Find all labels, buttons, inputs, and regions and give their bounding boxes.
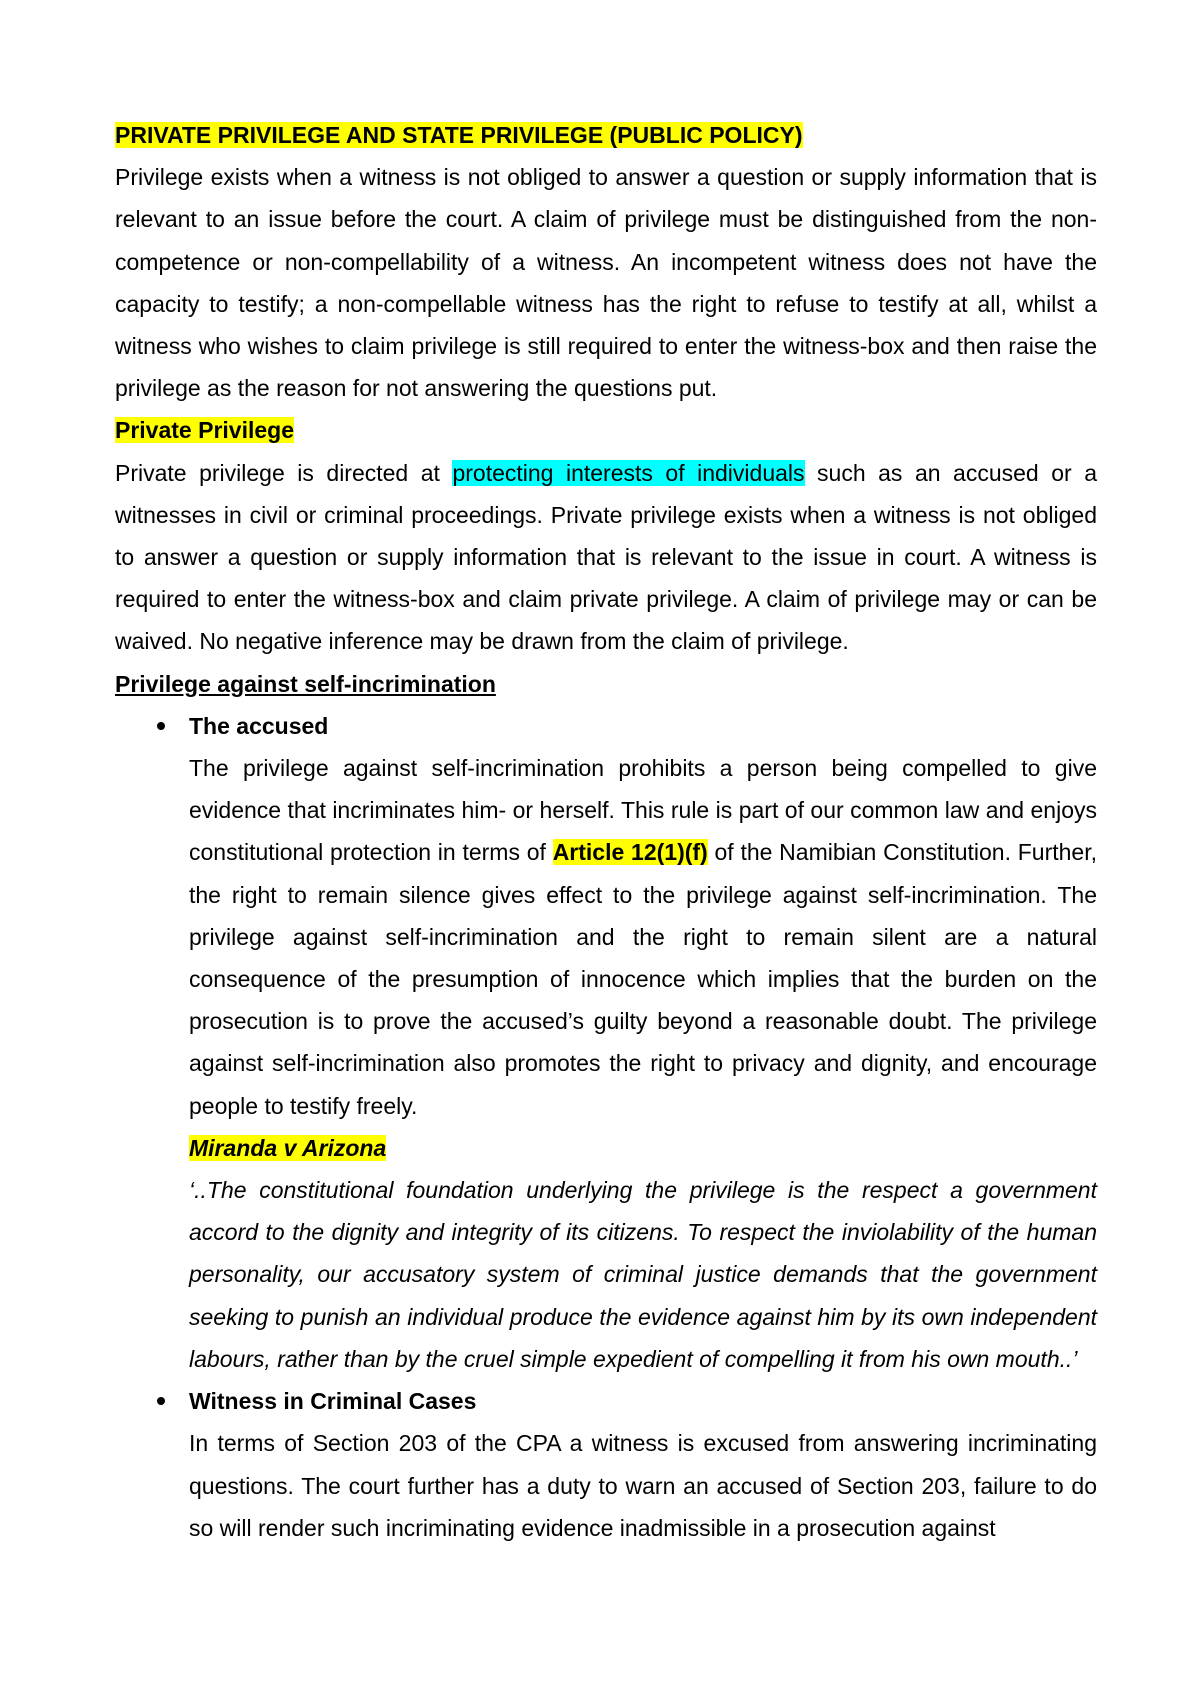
intro-paragraph: Privilege exists when a witness is not obliged to answer a question or supply information that is relevant to an issue before the court. A claim of privilege must be distinguished from the non-competence or non-compellability of a witness. An incompetent witness does not have the capacity to testify; a non-compellable witness has the right to refuse to testify at all, whilst a witness who wishes to claim privilege is still required to enter the witness-box and then raise the privilege as the reason for not answering the questions put. xyxy=(115,164,1097,402)
private-privilege-paragraph xyxy=(115,452,1097,663)
private-privilege-text-after: such as an accused or a witnesses in civil or criminal proceedings. Private privilege exists when a witness is not obliged to answer a question or supply information that is relevant to the issue in court. A witness is required to enter the witness-box and claim private privilege. A claim of privilege may or can be waived. No negative inference may be drawn from the claim of privilege. xyxy=(115,459,1097,655)
private-privilege-heading-text: Private Privilege xyxy=(115,417,294,444)
case-quote: ‘..The constitutional foundation underlying the privilege is the respect a government accord to the dignity and integrity of its citizens. To respect the inviolability of the human personality, our accusatory system of criminal justice demands that the government seeking to punish an individual produce the evidence against him by its own independent labours, rather than by the cruel simple expedient of compelling it from his own mouth..’ xyxy=(189,1177,1097,1372)
self-incrimination-heading-text: Privilege against self-incrimination xyxy=(115,670,496,697)
case-name: Miranda v Arizona xyxy=(189,1134,387,1161)
case-name-line xyxy=(189,1127,1097,1169)
bullet-dot-icon xyxy=(157,1397,165,1405)
bullet-dot-icon xyxy=(157,722,165,730)
accused-title: The accused xyxy=(189,712,329,739)
bullet-accused xyxy=(115,705,1097,1380)
bullet-witness xyxy=(115,1380,1097,1549)
witness-paragraph: In terms of Section 203 of the CPA a witness is excused from answering incriminating questions. The court further has a duty to warn an accused of Section 203, failure to do so will render such incriminating evidence inadmissible in a prosecution against xyxy=(189,1430,1097,1541)
accused-text-before: The privilege against self-incrimination prohibits a person being compelled to give evidence that incriminates him- or herself. This rule is part of our common law and enjoys constitutional protection in terms of xyxy=(189,755,1097,866)
document-title xyxy=(115,114,1097,156)
document-content xyxy=(115,114,1097,1549)
accused-text-after: of the Namibian Constitution. Further, the right to remain silence gives effect to the privilege against self-incrimination. The privilege against self-incrimination and the right to remain silent are a natural consequence of the presumption of innocence which implies that the burden on the prosecution is to prove the accused’s guilty beyond a reasonable doubt. The privilege against self-incrimination also promotes the right to privacy and dignity, and encourage people to testify freely. xyxy=(189,839,1097,1119)
private-privilege-heading xyxy=(115,409,1097,451)
witness-title: Witness in Criminal Cases xyxy=(189,1388,477,1415)
private-privilege-highlight: protecting interests of individuals xyxy=(452,459,805,486)
accused-paragraph xyxy=(189,747,1097,1127)
article-reference: Article 12(1)(f) xyxy=(552,839,708,866)
private-privilege-text-before: Private privilege is directed at xyxy=(115,459,453,486)
self-incrimination-heading xyxy=(115,663,1097,705)
document-title-text: PRIVATE PRIVILEGE AND STATE PRIVILEGE (PUBLIC POLICY) xyxy=(115,122,803,148)
